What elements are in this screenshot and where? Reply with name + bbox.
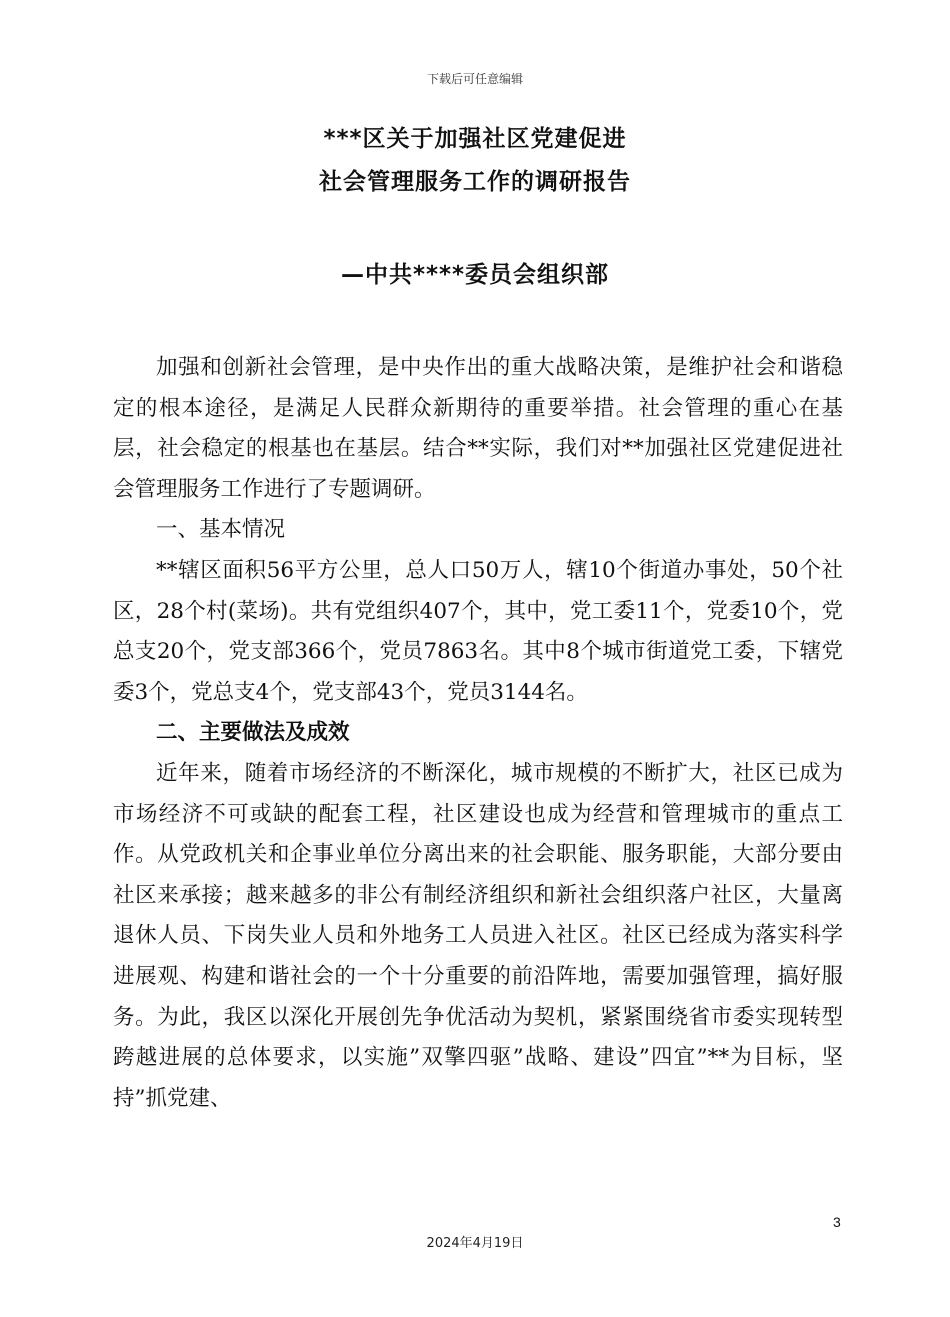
document-title-line-2: 社会管理服务工作的调研报告 [319,169,631,195]
header-note: 下载后可任意编辑 [426,72,523,86]
paragraph-practices: 近年来，随着市场经济的不断深化，城市规模的不断扩大，社区已成为市场经济不可或缺的配套工程，社区建设也成为经营和管理城市的重点工作。从党政机关和企事业单位分离出来的社会职能、服务职能，大部分要由社区来承接；越来越多的非公有制经济组织和新社会组织落户社区，大量离退休人员、下岗失业人员和外地务工人员进入社区。社区已经成为落实科学进展观、构建和谐社会的一个十分重要的前沿阵地，需要加强管理，搞好服务。为此，我区以深化开展创先争优活动为契机，紧紧围绕省市委实现转型跨越进展的总体要求，以实施”双擎四驱”战略、建设”四宜”**为目标，坚持”抓党建、 [113,760,843,1111]
paragraph-intro: 加强和创新社会管理，是中央作出的重大战略决策，是维护社会和谐稳定的根本途径，是满足人民群众新期待的重要举措。社会管理的重心在基层，社会稳定的根基也在基层。结合**实际，我们对**加强社区党建促进社会管理服务工作进行了专题调研。 [113,355,843,502]
document-author: —中共****委员会组织部 [340,262,610,288]
paragraph-basic-info: **辖区面积56平方公里，总人口50万人，辖10个街道办事处，50个社区，28个村(菜场)。共有党组织407个，其中，党工委11个，党委10个，党总支20个，党支部366个，党员7863名。其中8个城市街道党工委，下辖党委3个，党总支4个，党支部43个，党员3144名。 [113,557,843,705]
document-body [113,348,843,1119]
document-title-line-1: ***区关于加强社区党建促进 [323,126,627,152]
section-heading-basic: 一、基本情况 [156,517,286,543]
page-number: 3 [833,1214,841,1230]
section-heading-practices: 二、主要做法及成效 [156,720,350,746]
footer-date: 2024年4月19日 [426,1236,524,1251]
